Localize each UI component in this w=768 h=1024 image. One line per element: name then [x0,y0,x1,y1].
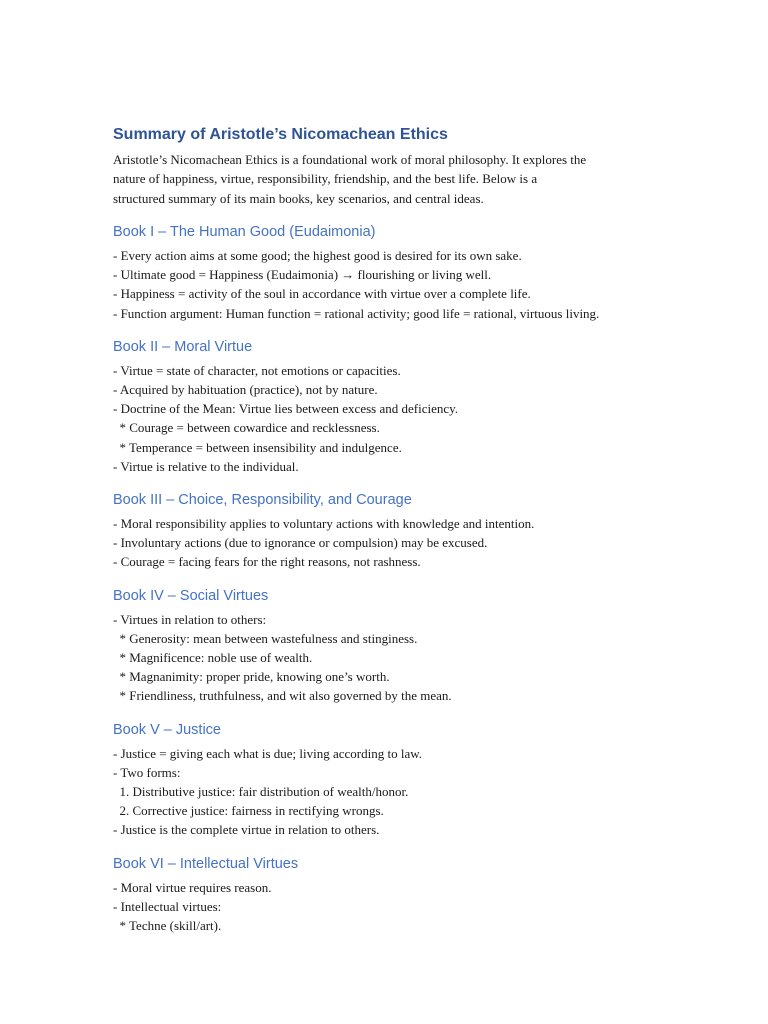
section-line: - Acquired by habituation (practice), not by nature. [113,381,378,397]
section-line: - Involuntary actions (due to ignorance or compulsion) may be excused. [113,535,488,551]
section-line: - Virtues in relation to others: [113,611,267,627]
section-heading: Book III – Choice, Responsibility, and Courage [113,491,412,508]
section-line: * Temperance = between insensibility and indulgence. [113,439,402,455]
document-title: Summary of Aristotle’s Nicomachean Ethics [113,126,448,143]
section-heading: Book VI – Intellectual Virtues [113,855,299,872]
section-lines [113,610,673,706]
section-line: - Virtue = state of character, not emotions or capacities. [113,362,401,378]
intro-line: Aristotle’s Nicomachean Ethics is a foundational work of moral philosophy. It explores the [113,152,587,167]
section-line: * Techne (skill/art). [113,917,222,933]
section-book-4 [113,586,673,706]
section-book-6 [113,854,673,936]
section-line: - Virtue is relative to the individual. [113,458,299,474]
section-line: * Magnanimity: proper pride, knowing one’s worth. [113,669,390,685]
intro-line: structured summary of its main books, key scenarios, and central ideas. [113,190,484,206]
section-line: - Function argument: Human function = rational activity; good life = rational, virtuous living. [113,305,600,321]
section-line: - Doctrine of the Mean: Virtue lies between excess and deficiency. [113,401,459,417]
section-book-1 [113,222,673,323]
section-line: 1. Distributive justice: fair distribution of wealth/honor. [113,783,409,799]
section-line: - Intellectual virtues: [113,898,222,914]
section-book-3 [113,490,673,572]
document-page [113,124,673,935]
section-heading: Book I – The Human Good (Eudaimonia) [113,223,376,240]
section-lines [113,744,673,840]
section-line: * Courage = between cowardice and recklessness. [113,420,380,436]
section-line: * Friendliness, truthfulness, and wit also governed by the mean. [113,688,452,704]
section-lines [113,361,673,476]
section-line: - Every action aims at some good; the highest good is desired for its own sake. [113,247,522,263]
section-line: - Justice is the complete virtue in relation to others. [113,822,380,838]
section-book-5 [113,720,673,840]
section-line: - Two forms: [113,764,181,780]
section-heading: Book IV – Social Virtues [113,587,269,604]
section-line: 2. Corrective justice: fairness in rectifying wrongs. [113,803,384,819]
section-line: - Courage = facing fears for the right reasons, not rashness. [113,554,421,570]
intro-paragraph [113,150,673,208]
section-line: - Moral responsibility applies to voluntary actions with knowledge and intention. [113,515,535,531]
section-heading: Book II – Moral Virtue [113,338,253,355]
section-line: - Justice = giving each what is due; living according to law. [113,745,423,761]
section-heading: Book V – Justice [113,721,221,738]
section-line: * Generosity: mean between wastefulness and stinginess. [113,630,418,646]
section-lines [113,878,673,936]
section-lines [113,514,673,572]
section-line: - Happiness = activity of the soul in accordance with virtue over a complete life. [113,286,531,302]
section-lines [113,246,673,323]
section-line: - Moral virtue requires reason. [113,879,272,895]
section-line: * Magnificence: noble use of wealth. [113,649,313,665]
section-book-2 [113,337,673,476]
intro-line: nature of happiness, virtue, responsibility, friendship, and the best life. Below is a [113,171,538,187]
section-line: - Ultimate good = Happiness (Eudaimonia) → flourishing or living well. [113,267,492,283]
